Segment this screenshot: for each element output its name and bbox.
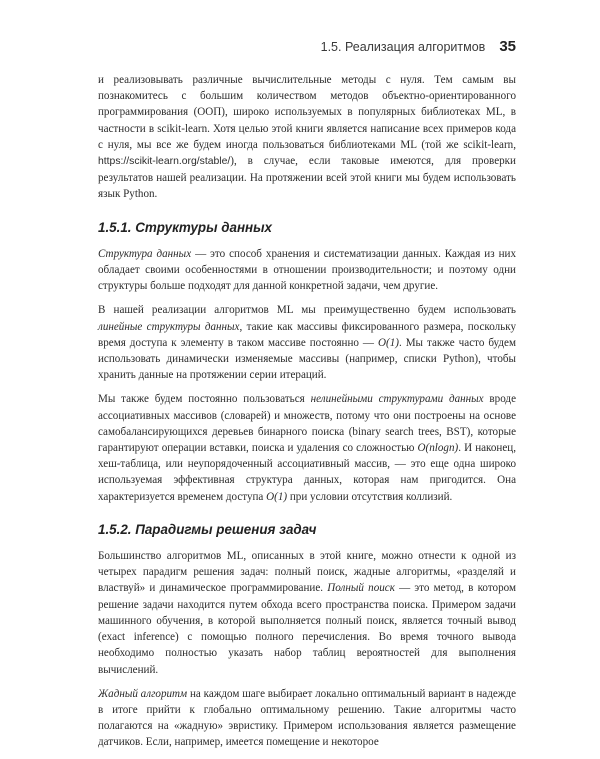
term-linear-structures: линейные структуры данных — [98, 320, 240, 333]
running-head — [321, 38, 516, 55]
paradigms-paragraph-1 — [98, 548, 516, 678]
math-o1: O(1) — [378, 336, 399, 349]
ds-p3-text-1: Мы также будем постоянно пользоваться — [98, 393, 311, 406]
paradigms-paragraph-2 — [98, 686, 516, 751]
ds-p2-text-3: . Мы также часто будем использовать динамически изменяемые массивы (например, списки Python), чтобы хранить данные на протяжении серии итераций. — [98, 336, 516, 382]
par-p2-text-1: на каждом шаге выбирает локально оптимальный вариант в надежде в итоге прийти к глобально оптимальному решению. Такие алгоритмы часто полагаются на «жадную» эвристику. Примером использования является размещение датчиков. Если, например, имеется помещение и некоторое — [98, 687, 516, 749]
ds-p3-text-2: вроде ассоциативных массивов (словарей) и множеств, потому что они построены на основе самобалансирующихся деревьев бинарного поиска (binary search trees, BST), которые гарантируют операции вставки, поиска и удаления со сложностью — [98, 393, 516, 455]
intro-paragraph — [98, 72, 516, 203]
page-body — [98, 72, 516, 759]
math-onlogn: O(nlogn) — [417, 442, 459, 455]
page-number: 35 — [499, 38, 516, 55]
data-structures-paragraph-3 — [98, 391, 516, 504]
math-o1-hash: O(1) — [266, 490, 288, 503]
term-nonlinear-structures: нелинейными структурами данных — [310, 393, 484, 406]
ds-p2-text-2: , такие как массивы фиксированного размера, поскольку время доступа к элементу в таком массиве постоянно — — [98, 320, 517, 349]
ds-p3-text-3: . И наконец, хеш-таблица, или неупорядоченный ассоциативный массив, — это еще одна широко используемая эффективная структура данных, которая нам пригодится. Она характеризуется временем доступа — [98, 442, 517, 503]
data-structures-paragraph-1 — [98, 246, 516, 295]
ds-p2-text-1: В нашей реализации алгоритмов ML мы преимущественно будем использовать — [98, 304, 516, 317]
scikit-learn-link[interactable]: https://scikit-learn.org/stable/ — [98, 156, 231, 168]
term-data-structure: Структура данных — [98, 247, 192, 260]
par-p1-text-2: — это метод, в котором решение задачи находится путем обхода всего пространства поиска. Примером задачи машинного обучения, в которой выполняется полный поиск, является точный вывод (exact inference) с помощью полного перечисления. Во время точного вывода необходимо полностью указать набор таблиц вероятностей для выполнения вычислений. — [98, 582, 516, 676]
ds-p1-text: — это способ хранения и систематизации данных. Каждая из них обладает своими особенностями в отношении производительности; и поэтому одни структуры больше подходят для данной конкретной задачи, чем другие. — [98, 247, 516, 293]
par-p1-text-1: Большинство алгоритмов ML, описанных в этой книге, можно отнести к одной из четырех парадигм решения задач: полный поиск, жадные алгоритмы, «разделяй и властвуй» и динамическое программирование. — [98, 550, 516, 595]
term-greedy-algorithm: Жадный алгоритм — [98, 687, 188, 700]
intro-text-2: ), в случае, если таковые имеются, для проверки результатов нашей реализации. На протяжении всей этой книги мы будем использовать язык Python. — [98, 155, 516, 201]
term-complete-search: Полный поиск — [327, 582, 395, 595]
section-heading-paradigms: 1.5.2. Парадигмы решения задач — [98, 521, 317, 537]
section-heading-data-structures: 1.5.1. Структуры данных — [98, 219, 273, 235]
ds-p3-text-4: при условии отсутствия коллизий. — [287, 490, 453, 503]
data-structures-paragraph-2 — [98, 302, 516, 383]
running-head-section: 1.5. Реализация алгоритмов — [320, 40, 486, 54]
intro-text-1: и реализовывать различные вычислительные методы с нуля. Тем самым вы познакомитесь с большим количеством методов объектно-ориентированного программирования (ООП), широко используемых в популярных библиотеках ML, в частности в scikit-learn. Хотя целью этой книги является написание всех примеров кода с нуля, мы все же будем иногда пользоваться библиотеками ML (той же scikit-learn, — [98, 74, 516, 151]
